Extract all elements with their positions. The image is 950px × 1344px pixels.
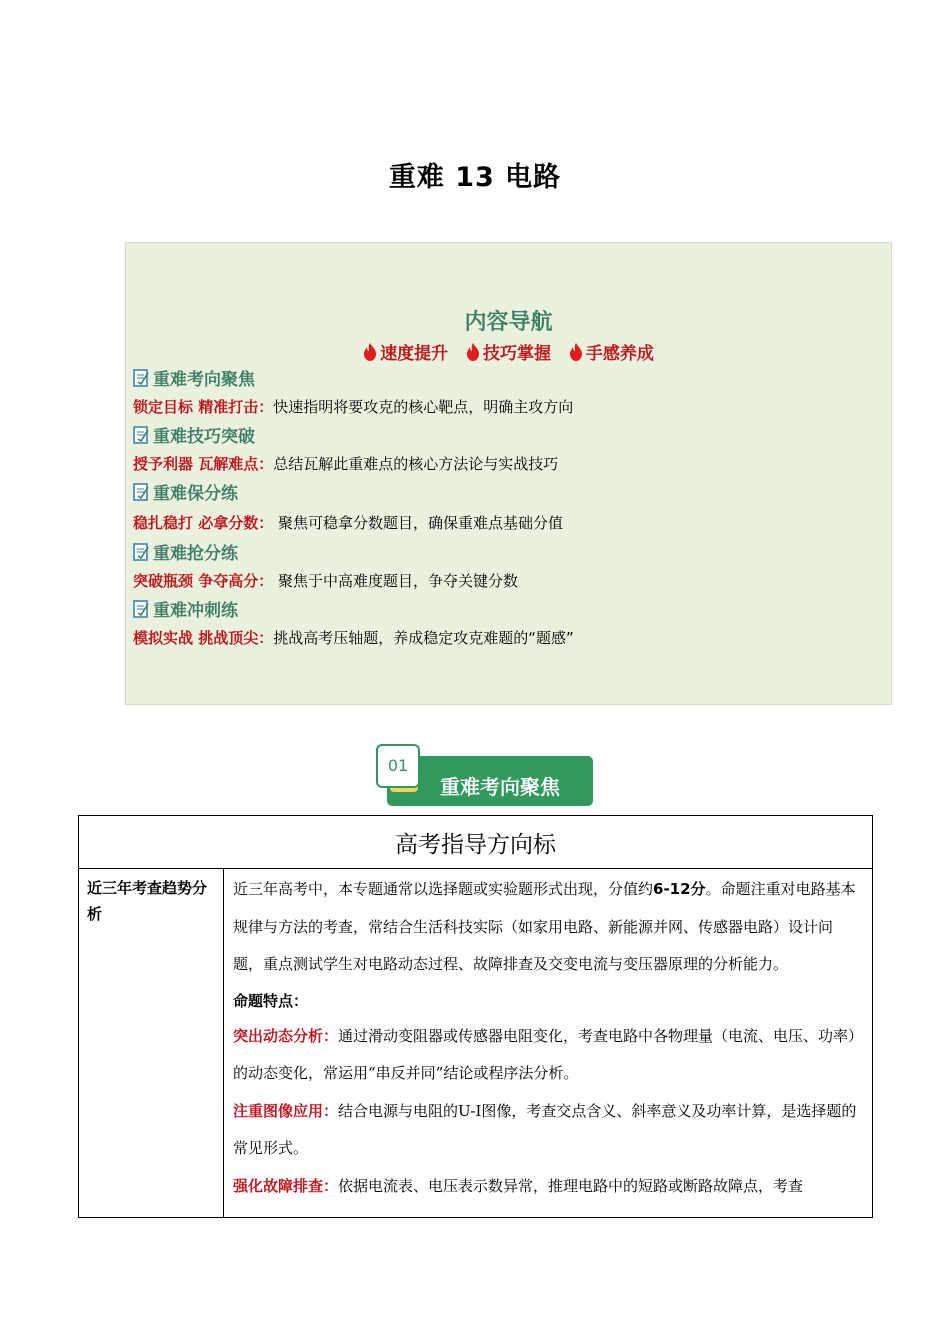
nav-tag	[363, 344, 448, 364]
document-icon	[133, 369, 150, 387]
nav-section-desc: 突破瓶颈 争夺高分： 聚焦于中高难度题目，争夺关键分数	[133, 572, 519, 590]
feature-item: 突出动态分析：通过滑动变阻器或传感器电阻变化，考查电路中各物理量（电流、电压、功率）的动态变化，常运用“串反并同”结论或程序法分析。	[233, 1026, 856, 1082]
badge-number: 01	[376, 744, 420, 788]
nav-section-desc: 授予利器 瓦解难点：总结瓦解此重难点的核心方法论与实战技巧	[133, 455, 559, 473]
document-icon	[133, 426, 150, 444]
guidance-table	[78, 815, 873, 1218]
content-navigation-box	[125, 242, 892, 705]
feature-item: 强化故障排查：依据电流表、电压表示数异常，推理电路中的短路或断路故障点，考查	[233, 1176, 804, 1195]
nav-section-desc: 模拟实战 挑战顶尖：挑战高考压轴题，养成稳定攻克难题的“题感”	[133, 629, 574, 647]
nav-tag-label: 速度提升	[380, 344, 449, 364]
nav-tag-label: 技巧掌握	[483, 344, 551, 364]
row-label: 近三年考查趋势分析	[79, 869, 224, 1218]
nav-heading: 内容导航	[464, 310, 553, 335]
feature-item: 注重图像应用：结合电源与电阻的U-I图像，考查交点含义、斜率意义及功率计算，是选择题的常见形式。	[233, 1101, 857, 1157]
document-icon	[133, 483, 150, 501]
nav-tag-label: 手感养成	[585, 344, 654, 364]
nav-section-title: 重难考向聚焦	[133, 365, 255, 390]
nav-tag	[466, 344, 551, 364]
document-icon	[133, 543, 150, 561]
flame-icon	[466, 343, 480, 361]
document-icon	[133, 600, 150, 618]
score-range: 6-12分	[653, 880, 706, 898]
flame-icon	[569, 343, 583, 361]
nav-tag	[569, 344, 654, 364]
row-content	[224, 869, 873, 1218]
nav-section-title: 重难技巧突破	[133, 422, 255, 447]
table-header: 高考指导方向标	[79, 816, 873, 869]
nav-section-title: 重难抢分练	[133, 539, 238, 564]
nav-section-title: 重难冲刺练	[133, 596, 238, 621]
badge-label: 重难考向聚焦	[440, 775, 560, 799]
nav-section-desc: 稳扎稳打 必拿分数： 聚焦可稳拿分数题目，确保重难点基础分值	[133, 514, 564, 532]
nav-section-title: 重难保分练	[133, 479, 238, 504]
features-title: 命题特点：	[233, 991, 309, 1010]
nav-tags	[126, 339, 891, 364]
section-badge	[376, 744, 596, 810]
page-title: 重难 13 电路	[388, 162, 562, 193]
intro-paragraph: 近三年高考中，本专题通常以选择题或实验题形式出现，分值约6-12分。命题注重对电路基本规律与方法的考查，常结合生活科技实际（如家用电路、新能源并网、传感器电路）设计问题，重点测试学生对电路动态过程、故障排查及交变电流与变压器原理的分析能力。	[233, 880, 856, 973]
flame-icon	[363, 343, 377, 361]
nav-section-desc: 锁定目标 精准打击：快速指明将要攻克的核心靶点，明确主攻方向	[133, 398, 574, 416]
